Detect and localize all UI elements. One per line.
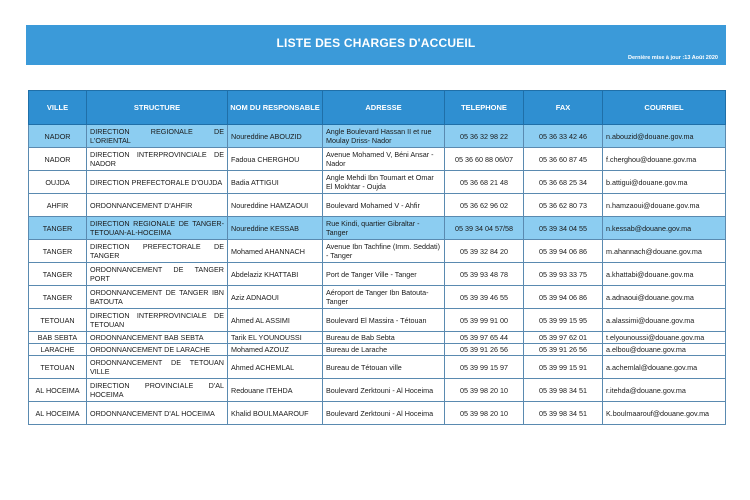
cell-courriel: t.elyounoussi@douane.gov.ma	[603, 332, 726, 344]
cell-telephone: 05 39 99 15 97	[445, 356, 524, 379]
cell-structure: ORDONNANCEMENT D'AL HOCEIMA	[87, 402, 228, 425]
cell-courriel: n.abouzid@douane.gov.ma	[603, 125, 726, 148]
cell-telephone: 05 39 91 26 56	[445, 344, 524, 356]
cell-adresse: Bureau de Bab Sebta	[323, 332, 445, 344]
cell-fax: 05 39 34 04 55	[524, 217, 603, 240]
last-update-date: Dernière mise à jour :13 Août 2020	[628, 55, 718, 61]
cell-structure: DIRECTION INTERPROVINCIALE DE TETOUAN	[87, 309, 228, 332]
cell-responsable: Khalid BOULMAAROUF	[228, 402, 323, 425]
cell-courriel: n.kessab@douane.gov.ma	[603, 217, 726, 240]
cell-ville: TETOUAN	[29, 356, 87, 379]
cell-courriel: r.itehda@douane.gov.ma	[603, 379, 726, 402]
cell-telephone: 05 39 93 48 78	[445, 263, 524, 286]
cell-courriel: f.cherghou@douane.gov.ma	[603, 148, 726, 171]
table-row	[29, 344, 726, 356]
cell-structure: DIRECTION PROVINCIALE D'AL HOCEIMA	[87, 379, 228, 402]
cell-courriel: a.alassimi@douane.gov.ma	[603, 309, 726, 332]
cell-fax: 05 36 33 42 46	[524, 125, 603, 148]
cell-ville: TANGER	[29, 263, 87, 286]
cell-fax: 05 39 99 15 95	[524, 309, 603, 332]
table-row	[29, 286, 726, 309]
table-row	[29, 171, 726, 194]
cell-courriel: n.hamzaoui@douane.gov.ma	[603, 194, 726, 217]
cell-ville: AL HOCEIMA	[29, 379, 87, 402]
column-header-structure: STRUCTURE	[87, 91, 228, 125]
column-header-ville: VILLE	[29, 91, 87, 125]
cell-courriel: b.attigui@douane.gov.ma	[603, 171, 726, 194]
column-header-telephone: TELEPHONE	[445, 91, 524, 125]
cell-responsable: Badia ATTIGUI	[228, 171, 323, 194]
cell-courriel: a.elbou@douane.gov.ma	[603, 344, 726, 356]
charges-table	[28, 90, 726, 425]
cell-adresse: Avenue Ibn Tachfine (Imm. Seddati) - Tanger	[323, 240, 445, 263]
cell-telephone: 05 36 62 96 02	[445, 194, 524, 217]
table-row	[29, 217, 726, 240]
cell-telephone: 05 36 60 88 06/07	[445, 148, 524, 171]
cell-structure: ORDONNANCEMENT BAB SEBTA	[87, 332, 228, 344]
cell-adresse: Bureau de Larache	[323, 344, 445, 356]
cell-structure: ORDONNANCEMENT DE LARACHE	[87, 344, 228, 356]
cell-ville: TETOUAN	[29, 309, 87, 332]
column-header-responsable: NOM DU RESPONSABLE	[228, 91, 323, 125]
cell-adresse: Boulevard Mohamed V - Ahfir	[323, 194, 445, 217]
cell-ville: AHFIR	[29, 194, 87, 217]
cell-adresse: Angle Mehdi Ibn Toumart et Omar El Mokhtar - Oujda	[323, 171, 445, 194]
cell-adresse: Angle Boulevard Hassan II et rue Moulay Driss- Nador	[323, 125, 445, 148]
table-header-row	[29, 91, 726, 125]
cell-structure: DIRECTION INTERPROVINCIALE DE NADOR	[87, 148, 228, 171]
cell-fax: 05 39 98 34 51	[524, 402, 603, 425]
cell-responsable: Ahmed AL ASSIMI	[228, 309, 323, 332]
cell-telephone: 05 36 32 98 22	[445, 125, 524, 148]
cell-responsable: Tarik EL YOUNOUSSI	[228, 332, 323, 344]
cell-adresse: Boulevard Zerktouni - Al Hoceima	[323, 402, 445, 425]
cell-fax: 05 36 62 80 73	[524, 194, 603, 217]
cell-structure: ORDONNANCEMENT DE TANGER IBN BATOUTA	[87, 286, 228, 309]
cell-adresse: Avenue Mohamed V, Béni Ansar - Nador	[323, 148, 445, 171]
table-row	[29, 148, 726, 171]
cell-ville: OUJDA	[29, 171, 87, 194]
cell-fax: 05 39 94 06 86	[524, 286, 603, 309]
cell-ville: TANGER	[29, 240, 87, 263]
cell-telephone: 05 39 98 20 10	[445, 379, 524, 402]
cell-fax: 05 39 94 06 86	[524, 240, 603, 263]
cell-responsable: Abdelaziz KHATTABI	[228, 263, 323, 286]
cell-responsable: Noureddine KESSAB	[228, 217, 323, 240]
table-row	[29, 263, 726, 286]
table-row	[29, 356, 726, 379]
cell-ville: TANGER	[29, 217, 87, 240]
cell-adresse: Boulevard Zerktouni - Al Hoceima	[323, 379, 445, 402]
cell-responsable: Noureddine ABOUZID	[228, 125, 323, 148]
cell-ville: LARACHE	[29, 344, 87, 356]
cell-adresse: Rue Kindi, quartier Gibraltar - Tanger	[323, 217, 445, 240]
cell-adresse: Bureau de Tétouan ville	[323, 356, 445, 379]
cell-adresse: Boulevard El Massira - Tétouan	[323, 309, 445, 332]
cell-telephone: 05 39 98 20 10	[445, 402, 524, 425]
table-row	[29, 379, 726, 402]
cell-adresse: Port de Tanger Ville - Tanger	[323, 263, 445, 286]
cell-ville: TANGER	[29, 286, 87, 309]
cell-responsable: Fadoua CHERGHOU	[228, 148, 323, 171]
table-row	[29, 332, 726, 344]
cell-fax: 05 39 91 26 56	[524, 344, 603, 356]
cell-structure: DIRECTION PREFECTORALE DE TANGER	[87, 240, 228, 263]
cell-fax: 05 39 99 15 91	[524, 356, 603, 379]
cell-fax: 05 39 97 62 01	[524, 332, 603, 344]
cell-ville: NADOR	[29, 125, 87, 148]
column-header-fax: FAX	[524, 91, 603, 125]
cell-responsable: Mohamed AHANNACH	[228, 240, 323, 263]
cell-ville: NADOR	[29, 148, 87, 171]
table-body	[29, 125, 726, 425]
cell-courriel: K.boulmaarouf@douane.gov.ma	[603, 402, 726, 425]
cell-ville: BAB SEBTA	[29, 332, 87, 344]
cell-structure: DIRECTION REGIONALE DE TANGER-TETOUAN-AL-HOCEIMA	[87, 217, 228, 240]
cell-telephone: 05 39 39 46 55	[445, 286, 524, 309]
table-row	[29, 125, 726, 148]
cell-structure: DIRECTION REGIONALE DE L'ORIENTAL	[87, 125, 228, 148]
table-row	[29, 309, 726, 332]
cell-structure: DIRECTION PREFECTORALE D'OUJDA	[87, 171, 228, 194]
title-banner	[26, 25, 726, 65]
table-row	[29, 402, 726, 425]
cell-courriel: m.ahannach@douane.gov.ma	[603, 240, 726, 263]
cell-responsable: Noureddine HAMZAOUI	[228, 194, 323, 217]
cell-courriel: a.khattabi@douane.gov.ma	[603, 263, 726, 286]
cell-ville: AL HOCEIMA	[29, 402, 87, 425]
cell-responsable: Aziz ADNAOUI	[228, 286, 323, 309]
cell-fax: 05 36 60 87 45	[524, 148, 603, 171]
cell-responsable: Ahmed ACHEMLAL	[228, 356, 323, 379]
cell-fax: 05 39 98 34 51	[524, 379, 603, 402]
cell-responsable: Redouane ITEHDA	[228, 379, 323, 402]
cell-adresse: Aéroport de Tanger Ibn Batouta- Tanger	[323, 286, 445, 309]
cell-structure: ORDONNANCEMENT DE TETOUAN VILLE	[87, 356, 228, 379]
cell-telephone: 05 39 32 84 20	[445, 240, 524, 263]
cell-courriel: a.adnaoui@douane.gov.ma	[603, 286, 726, 309]
cell-structure: ORDONNANCEMENT DE TANGER PORT	[87, 263, 228, 286]
table-row	[29, 240, 726, 263]
column-header-courriel: COURRIEL	[603, 91, 726, 125]
cell-telephone: 05 39 99 91 00	[445, 309, 524, 332]
cell-fax: 05 36 68 25 34	[524, 171, 603, 194]
cell-telephone: 05 39 97 65 44	[445, 332, 524, 344]
cell-responsable: Mohamed AZOUZ	[228, 344, 323, 356]
cell-telephone: 05 39 34 04 57/58	[445, 217, 524, 240]
page-title: LISTE DES CHARGES D'ACCUEIL	[276, 36, 476, 50]
cell-courriel: a.achemlal@douane.gov.ma	[603, 356, 726, 379]
cell-structure: ORDONNANCEMENT D'AHFIR	[87, 194, 228, 217]
cell-telephone: 05 36 68 21 48	[445, 171, 524, 194]
table-row	[29, 194, 726, 217]
cell-fax: 05 39 93 33 75	[524, 263, 603, 286]
column-header-adresse: ADRESSE	[323, 91, 445, 125]
